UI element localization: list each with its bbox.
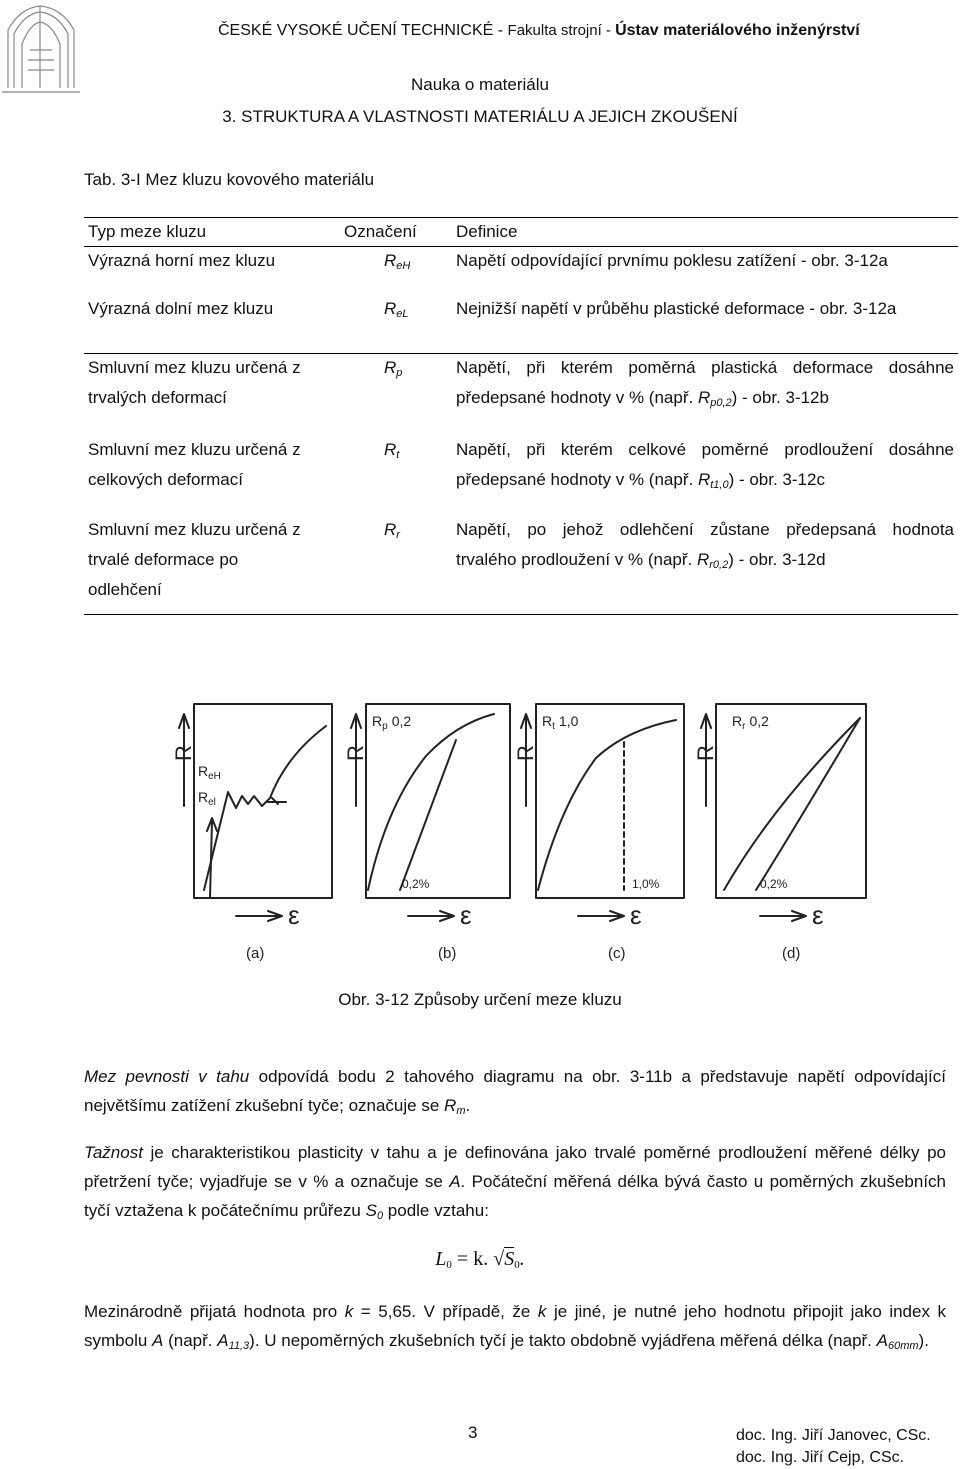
table-row-definition: Napětí, při kterém celkové poměrné prodloužení dosáhne předepsané hodnoty v % (např. $R_{t1,0}$) - obr. 3-12c (456, 440, 954, 491)
header-type: Typ meze kluzu (88, 222, 207, 241)
panel-b-x-arrow (408, 911, 454, 921)
panel-a-curve (204, 726, 326, 890)
table-row-type: Smluvní mez kluzu určená z trvalé deformace po odlehčení (88, 520, 301, 599)
paragraph-tensile-strength: Mez pevnosti v tahu odpovídá bodu 2 tahového diagramu na obr. 3-11b a představuje napětí odpovídající největšímu zatížení zkušební tyče; označuje se $R_m$. (84, 1067, 946, 1117)
author-1: doc. Ing. Jiří Janovec, CSc. (736, 1427, 931, 1444)
table-row-type: Smluvní mez kluzu určená z celkových deformací (88, 440, 301, 489)
chapter-title: 3. STRUKTURA A VLASTNOSTI MATERIÁLU A JEJICH ZKOUŠENÍ (222, 107, 738, 126)
university-name: ČESKÉ VYSOKÉ UČENÍ TECHNICKÉ - (218, 22, 508, 39)
header-definition: Definice (456, 222, 518, 241)
table-row-definition: Napětí odpovídající prvnímu poklesu zatížení - obr. 3-12a (456, 251, 888, 270)
panel-b-frame (366, 704, 510, 898)
authors (736, 1425, 931, 1469)
panel-d-rr-label: $R_r$ 0,2 (732, 713, 769, 732)
panel-b-x-label: ε (460, 900, 472, 930)
university-header (218, 22, 860, 40)
table-row-definition: Napětí, po jehož odlehčení zůstane předepsaná hodnota trvalého prodloužení v % (např. $R_{r0,2}$) - obr. 3-12d (456, 520, 954, 571)
paragraph-elongation: Tažnost je charakteristikou plasticity v tahu a je definována jako trvalé poměrné prodloužení měřené délky po přetržení tyče; vyjadřuje se v % a označuje se A. Počáteční měřená délka bývá často u poměrných zkušebních tyčí vztažena k počátečnímu průřezu $S_0$ podle vztahu: (84, 1143, 947, 1222)
panel-b-offset-line (400, 740, 456, 890)
panel-a-x-arrow (236, 911, 282, 921)
figure-caption: Obr. 3-12 Způsoby určení meze kluzu (338, 990, 622, 1009)
table-row-symbol: $R_t$ (384, 440, 400, 461)
header-symbol: Označení (344, 222, 417, 241)
course-title: Nauka o materiálu (411, 75, 549, 94)
panel-d-x-arrow (760, 911, 806, 921)
table-rule-bottom (84, 614, 958, 615)
institute-name: Ústav materiálového inženýrství (615, 22, 860, 39)
panel-a-rel-label: $R_{el}$ (198, 789, 216, 808)
panel-c-x-label: ε (630, 900, 642, 930)
table-row-type: Výrazná horní mez kluzu (88, 251, 276, 270)
panel-d-y-label: R (693, 745, 718, 761)
table-row-symbol: $R_r$ (384, 520, 400, 541)
table-row-definition: Nejnižší napětí v průběhu plastické deformace - obr. 3-12a (456, 299, 897, 318)
panel-b-y-label: R (343, 745, 368, 761)
paragraph-coefficient: Mezinárodně přijatá hodnota pro k = 5,65. V případě, že k je jiné, je nutné jeho hodnotu připojit jako index k symbolu A (např. $A_{11,3}$). U nepoměrných zkušebních tyčí je takto obdobně vyjádřena měřená délka (např. $A_{60mm}$). (84, 1302, 946, 1352)
faculty-name: Fakulta strojní - (507, 22, 616, 39)
formula-l0: $L_0 = k$. $√S_0$. (435, 1248, 525, 1271)
table-row-definition: Napětí, při kterém poměrná plastická deformace dosáhne předepsané hodnoty v % (např. $R_{p0,2}$) - obr. 3-12b (456, 358, 954, 409)
panel-a-yield-wiggle (268, 798, 286, 804)
author-2: doc. Ing. Jiří Cejp, CSc. (736, 1449, 905, 1466)
panel-d-frame (716, 704, 866, 898)
panel-c-curve (538, 720, 676, 890)
panel-d-curve-up (724, 718, 860, 890)
panel-c-frame (536, 704, 684, 898)
panel-b-strain-label: 0,2% (402, 877, 430, 891)
panel-c-y-label: R (513, 745, 538, 761)
panel-d-strain-label: 0,2% (760, 877, 788, 891)
panel-c-rt-label: $R_t$ 1,0 (542, 713, 579, 732)
table-caption: Tab. 3-I Mez kluzu kovového materiálu (84, 170, 375, 189)
table-row-type: Výrazná dolní mez kluzu (88, 299, 274, 318)
page-number: 3 (468, 1423, 478, 1442)
table-row-symbol: $R_p$ (384, 358, 403, 379)
panel-c-strain-label: 1,0% (632, 877, 660, 891)
table-row-symbol: $R_{eL}$ (384, 299, 409, 320)
panel-a-label: (a) (246, 945, 265, 962)
panel-b-curve (368, 714, 494, 890)
table-row-type: Smluvní mez kluzu určená z trvalých deformací (88, 358, 301, 407)
table-row-symbol: $R_{eH}$ (384, 251, 411, 272)
panel-a-reh-label: $R_{eH}$ (198, 763, 221, 782)
panel-d-label: (d) (782, 945, 801, 962)
panel-c-label: (c) (608, 945, 626, 962)
panel-a-y-label: R (171, 745, 196, 761)
panel-d-x-label: ε (812, 900, 824, 930)
panel-d-curve-down (756, 718, 860, 890)
panel-a-x-label: ε (288, 900, 300, 930)
panel-b-label: (b) (438, 945, 457, 962)
yield-methods-figure (171, 696, 886, 971)
yield-table (84, 217, 958, 617)
panel-b-rp-label: $R_p$ 0,2 (372, 713, 412, 732)
panel-c-x-arrow (578, 911, 624, 921)
